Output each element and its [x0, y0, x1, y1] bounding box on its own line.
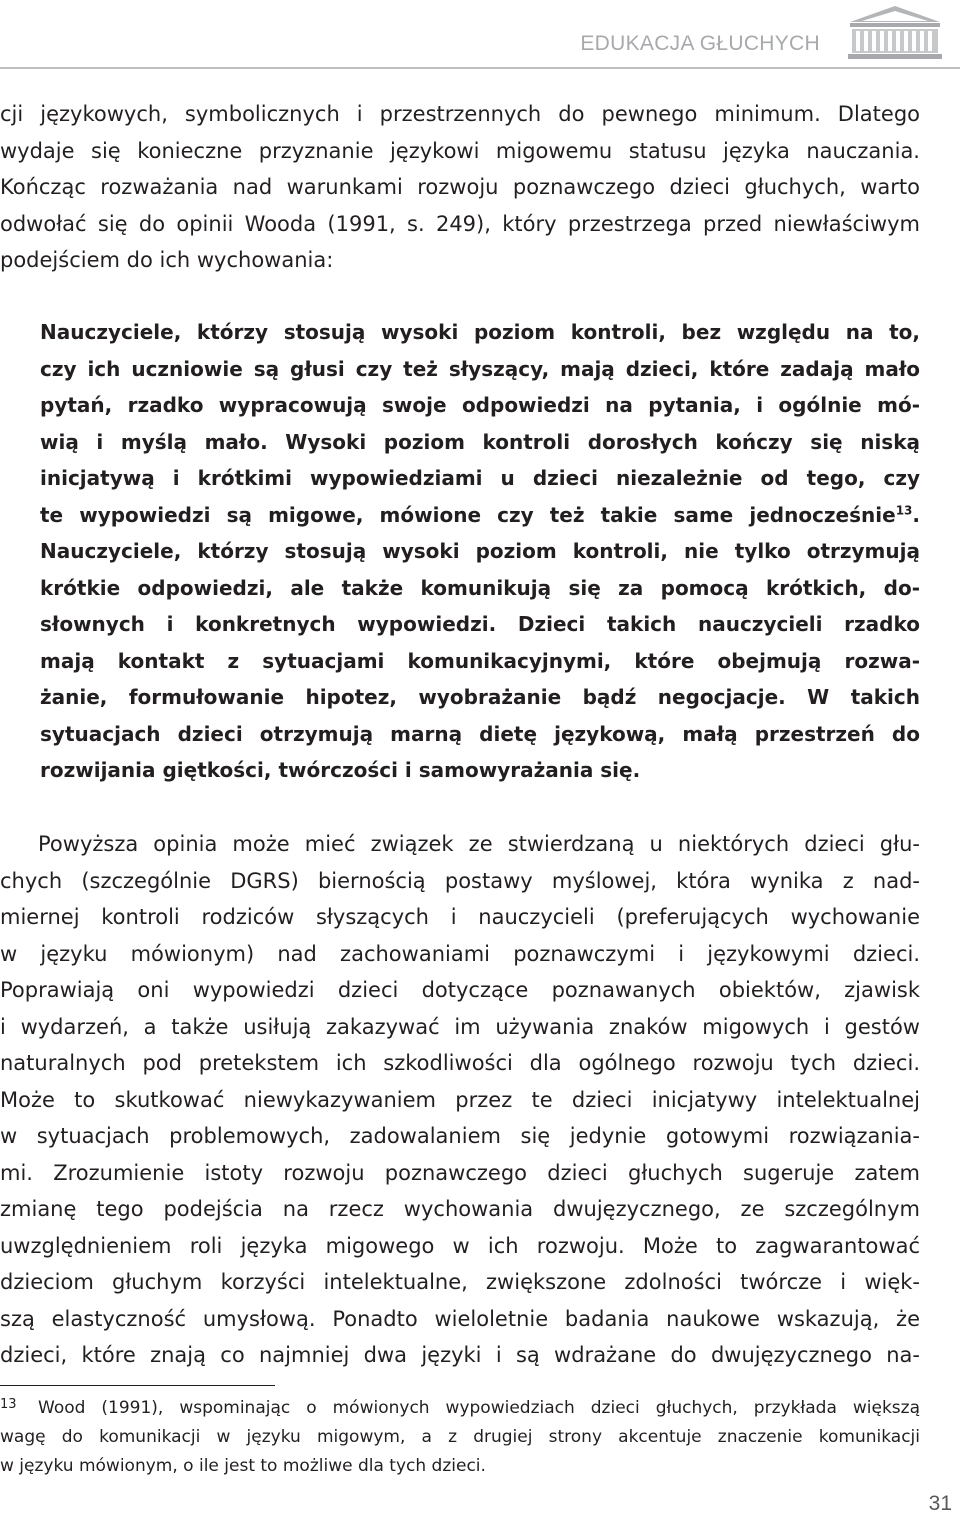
footnote-reference-link[interactable]: 13 — [895, 502, 913, 517]
text-line: dzieciom głuchym korzyści intelektualne, zwiększone zdolności twórcze i więk- — [0, 1270, 920, 1294]
header-divider — [0, 67, 960, 69]
text-line: szą elastyczność umysłową. Ponadto wieloletnie badania naukowe wskazują, że — [0, 1306, 920, 1331]
footnote-line: wagę do komunikacji w języku migowym, a z drugiej strony akcentuje znaczenie komunikacji — [0, 1427, 920, 1447]
text-line: w sytuacjach problemowych, zadowalaniem się jedynie gotowymi rozwiązania- — [0, 1124, 920, 1148]
footnote-number: 13 — [0, 1397, 17, 1412]
text-line: podejściem do ich wychowania: — [0, 248, 334, 272]
quote-line: słownych i konkretnych wypowiedzi. Dzieci takich nauczycieli rzadko — [40, 612, 920, 636]
quote-line: krótkie odpowiedzi, ale także komunikują się za pomocą krótkich, do- — [40, 575, 920, 600]
footnote — [0, 1394, 920, 1481]
text-line: odwołać się do opinii Wooda (1991, s. 249), który przestrzega przed niewłaściwym — [0, 211, 920, 236]
intro-paragraph — [0, 96, 920, 279]
text-line: wydaje się konieczne przyznanie językowi migowemu statusu języka nauczania. — [0, 138, 920, 163]
building-logo-icon — [846, 4, 944, 64]
quote-line: rozwijania giętkości, twórczości i samowyrażania się. — [40, 758, 641, 782]
text-line: Poprawiają oni wypowiedzi dzieci dotyczące poznawanych obiektów, zjawisk — [0, 978, 920, 1002]
text-line: naturalnych pod pretekstem ich szkodliwości dla ogólnego rozwoju tych dzieci. — [0, 1051, 920, 1075]
text-line: zmianę tego podejścia na rzecz wychowania dwujęzycznego, ze szczególnym — [0, 1197, 920, 1221]
quote-line: Nauczyciele, którzy stosują wysoki poziom kontroli, bez względu na to, — [40, 320, 920, 344]
text-line: cji językowych, symbolicznych i przestrzennych do pewnego minimum. Dlatego — [0, 102, 920, 126]
quote-line-text: te wypowiedzi są migowe, mówione czy też takie same jednocześnie — [40, 502, 896, 527]
text-line: miernej kontroli rodziców słyszących i nauczycieli (preferujących wychowanie — [0, 905, 920, 929]
footnote-text: Wood (1991), wspominając o mówionych wypowiedziach dzieci głuchych, przykłada większą — [38, 1398, 920, 1418]
page-number: 31 — [928, 1492, 952, 1515]
footnote-line: w języku mówionym, o ile jest to możliwe dla tych dzieci. — [0, 1456, 486, 1476]
footnote-divider — [0, 1385, 275, 1386]
quote-line: czy ich uczniowie są głusi czy też słyszący, mają dzieci, które zadają mało — [40, 356, 920, 381]
text-line: dzieci, które znają co najmniej dwa języki i są wdrażane do dwujęzycznego na- — [0, 1343, 920, 1367]
text-line: chych (szczególnie DGRS) biernością postawy myślowej, która wynika z nad- — [0, 868, 920, 893]
running-header-title: EDUKACJA GŁUCHYCH — [580, 32, 820, 55]
quote-line-end: . — [912, 502, 920, 527]
quote-line: Nauczyciele, którzy stosują wysoki poziom kontroli, nie tylko otrzymują — [40, 539, 920, 563]
quote-line: wią i myślą mało. Wysoki poziom kontroli dorosłych kończy się niską — [40, 429, 920, 454]
quote-line: mają kontakt z sytuacjami komunikacyjnymi, które obejmują rozwa- — [40, 648, 920, 673]
footnote-line — [0, 1394, 920, 1423]
quote-line-with-footnote — [40, 497, 920, 534]
text-line: i wydarzeń, a także usiłują zakazywać im używania znaków migowych i gestów — [0, 1014, 920, 1039]
text-line: Kończąc rozważania nad warunkami rozwoju poznawczego dzieci głuchych, warto — [0, 175, 920, 199]
quote-line: inicjatywą i krótkimi wypowiedziami u dzieci niezależnie od tego, czy — [40, 466, 920, 490]
text-line: Może to skutkować niewykazywaniem przez te dzieci inicjatywy intelektualnej — [0, 1087, 920, 1112]
text-line: uwzględnieniem roli języka migowego w ich rozwoju. Może to zagwarantować — [0, 1233, 920, 1258]
body-paragraph — [0, 826, 920, 1374]
quote-line: żanie, formułowanie hipotez, wyobrażanie bądź negocjacje. W takich — [40, 685, 920, 709]
quote-line: pytań, rzadko wypracowują swoje odpowiedzi na pytania, i ogólnie mó- — [40, 393, 920, 417]
text-line: w języku mówionym) nad zachowaniami poznawczymi i językowymi dzieci. — [0, 941, 920, 966]
text-line: Powyższa opinia może mieć związek ze stwierdzaną u niektórych dzieci głu- — [38, 832, 920, 856]
quote-line: sytuacjach dzieci otrzymują marną dietę językową, małą przestrzeń do — [40, 721, 920, 746]
text-line: mi. Zrozumienie istoty rozwoju poznawczego dzieci głuchych sugeruje zatem — [0, 1160, 920, 1185]
block-quote — [40, 314, 920, 789]
